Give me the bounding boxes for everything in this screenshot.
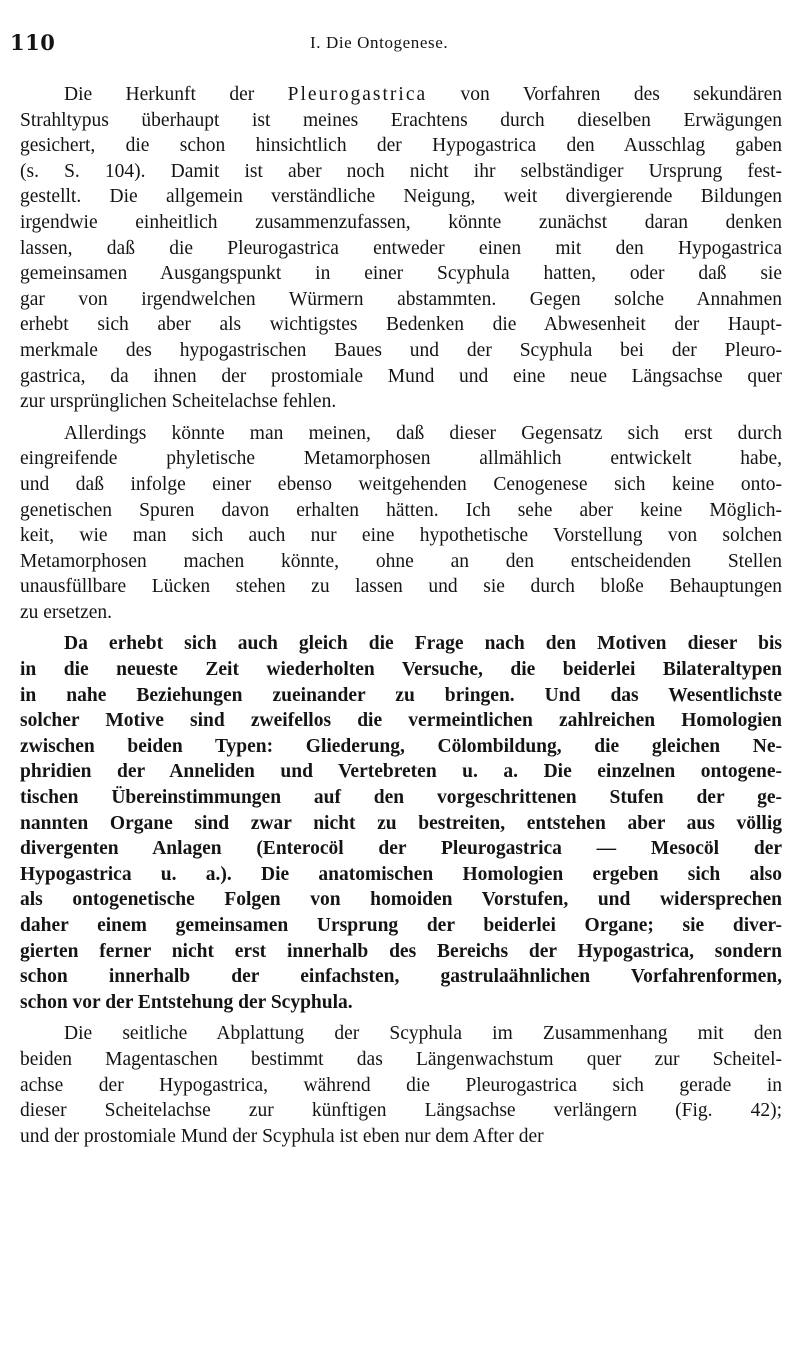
text-line: zwischen beiden Typen: Gliederung, Cölombildung, die gleichen Ne-	[20, 735, 782, 757]
text-line: lassen, daß die Pleurogastrica entweder einen mit den Hypogastrica	[20, 237, 782, 259]
paragraph	[20, 82, 782, 415]
text-line: und daß infolge einer ebenso weitgehenden Cenogenese sich keine onto-	[20, 473, 782, 495]
text-line: in die neueste Zeit wiederholten Versuche, die beiderlei Bilateraltypen	[20, 659, 782, 681]
text-line: und der prostomiale Mund der Scyphula ist eben nur dem After der	[20, 1125, 544, 1147]
text-line: (s. S. 104). Damit ist aber noch nicht ihr selbständiger Ursprung fest-	[20, 160, 782, 182]
text-line: Hypogastrica u. a.). Die anatomischen Homologien ergeben sich also	[20, 863, 782, 885]
text-line: dieser Scheitelachse zur künftigen Längsachse verlängern (Fig. 42);	[20, 1100, 782, 1122]
running-head: I. Die Ontogenese.	[310, 33, 449, 52]
text-line: solcher Motive sind zweifellos die vermeintlichen zahlreichen Homologien	[20, 710, 782, 732]
paragraph	[20, 1021, 782, 1149]
text-line: daher einem gemeinsamen Ursprung der beiderlei Organe; sie diver-	[20, 915, 782, 936]
text-line: Die Herkunft der Pleurogastrica von Vorfahren des sekundären	[64, 84, 782, 105]
text-line: beiden Magentaschen bestimmt das Längenwachstum quer zur Scheitel-	[20, 1048, 782, 1070]
text-line: Metamorphosen machen könnte, ohne an den entscheidenden Stellen	[20, 550, 782, 572]
text-line: Allerdings könnte man meinen, daß dieser Gegensatz sich erst durch	[64, 422, 782, 444]
text-line: genetischen Spuren davon erhalten hätten. Ich sehe aber keine Möglich-	[20, 499, 782, 521]
text-line: gastrica, da ihnen der prostomiale Mund und eine neue Längsachse quer	[20, 365, 782, 387]
text-line: schon innerhalb der einfachsten, gastrulaähnlichen Vorfahrenformen,	[20, 966, 782, 988]
text-line: in nahe Beziehungen zueinander zu bringen. Und das Wesentlichste	[20, 684, 782, 706]
text-line: gar von irgendwelchen Würmern abstammten. Gegen solche Annahmen	[20, 288, 782, 310]
text-line: phridien der Anneliden und Vertebreten u. a. Die einzelnen ontogene-	[20, 761, 782, 783]
text-line: keit, wie man sich auch nur eine hypothetische Vorstellung von solchen	[20, 525, 782, 547]
body-text	[20, 82, 782, 1149]
text-line: Da erhebt sich auch gleich die Frage nach den Motiven dieser bis	[64, 633, 782, 655]
text-line: unausfüllbare Lücken stehen zu lassen und sie durch bloße Behauptungen	[20, 576, 782, 598]
text-line: gierten ferner nicht erst innerhalb des Bereichs der Hypogastrica, sondern	[20, 940, 782, 962]
page-number: 110	[10, 30, 56, 55]
text-line: irgendwie einheitlich zusammenzufassen, könnte zunächst daran denken	[20, 211, 782, 233]
text-line: gemeinsamen Ausgangspunkt in einer Scyphula hatten, oder daß sie	[20, 263, 782, 285]
text-line: divergenten Anlagen (Enterocöl der Pleurogastrica — Mesocöl der	[20, 838, 782, 860]
text-line: zur ursprünglichen Scheitelachse fehlen.	[20, 391, 337, 413]
text-line: Die seitliche Abplattung der Scyphula im Zusammenhang mit den	[64, 1023, 782, 1045]
paragraph	[20, 631, 782, 1015]
text-line: eingreifende phyletische Metamorphosen allmählich entwickelt habe,	[20, 448, 782, 470]
text-line: schon vor der Entstehung der Scyphula.	[20, 991, 353, 1013]
page-header	[10, 30, 790, 60]
paragraph	[20, 421, 782, 626]
text-line: als ontogenetische Folgen von homoiden Vorstufen, und widersprechen	[20, 889, 782, 911]
text-line: zu ersetzen.	[20, 601, 113, 623]
text-line: gestellt. Die allgemein verständliche Neigung, weit divergierende Bildungen	[20, 186, 782, 208]
text-line: gesichert, die schon hinsichtlich der Hypogastrica den Ausschlag gaben	[20, 135, 782, 157]
text-line: erhebt sich aber als wichtigstes Bedenken die Abwesenheit der Haupt-	[20, 314, 782, 336]
text-line: merkmale des hypogastrischen Baues und der Scyphula bei der Pleuro-	[20, 339, 782, 361]
text-line: nannten Organe sind zwar nicht zu bestreiten, entstehen aber aus völlig	[20, 812, 782, 834]
text-line: tischen Übereinstimmungen auf den vorgeschrittenen Stufen der ge-	[20, 787, 782, 809]
text-line: Strahltypus überhaupt ist meines Erachtens durch dieselben Erwägungen	[20, 109, 782, 131]
text-line: achse der Hypogastrica, während die Pleurogastrica sich gerade in	[20, 1074, 782, 1096]
